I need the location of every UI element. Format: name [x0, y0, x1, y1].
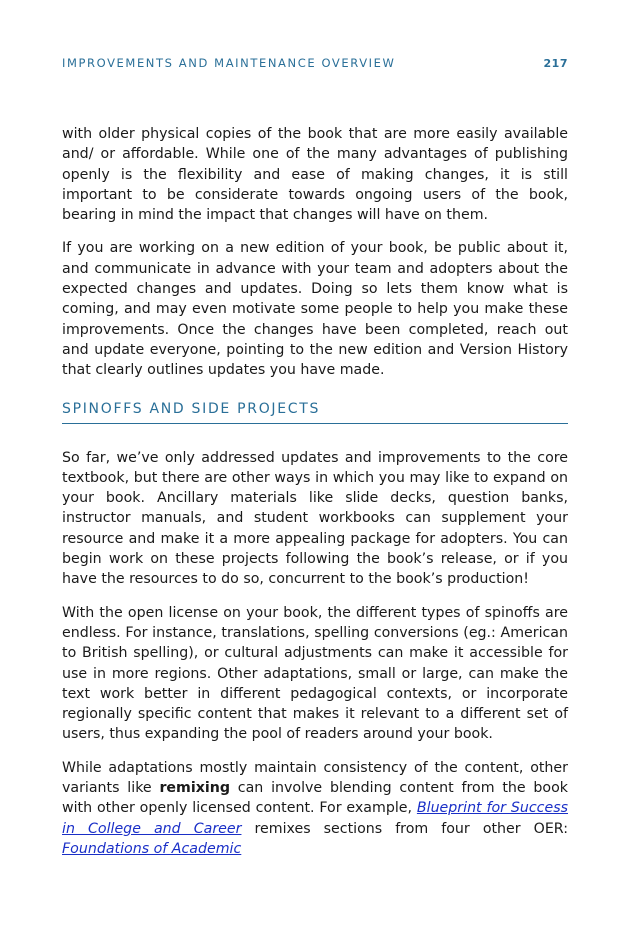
section-heading: SPINOFFS AND SIDE PROJECTS [62, 401, 568, 424]
remix-text-1: While adaptations mostly maintain consistency of the content, other variants like [62, 759, 568, 797]
paragraph-remixing [62, 758, 568, 859]
section-body [62, 448, 568, 860]
remix-text-3: remixes sections from four other OER: [241, 820, 568, 837]
paragraph-new-edition: If you are working on a new edition of your book, be public about it, and communicate in advance with your team and adopters about the expected changes and updates. Doing so lets them know what is coming, and may even motivate some people to help you make these improvements. Once the changes have been completed, reach out and update everyone, pointing to the new edition and Version History that clearly outlines updates you have made. [62, 240, 568, 379]
paragraph-spinoffs: With the open license on your book, the different types of spinoffs are endless. For instance, translations, spelling conversions (eg.: American to British spelling), or cultural adjustments can make it accessible for use in more regions. Other adaptations, small or large, can make the text work better in different pedagogical contexts, or incorporate regionally specific content that makes it relevant to a different set of users, thus expanding the pool of readers around your book. [62, 604, 568, 743]
page-content [62, 124, 568, 872]
link-foundations-of-academic[interactable]: Foundations of Academic [62, 840, 242, 857]
paragraph-ancillary: So far, we’ve only addressed updates and improvements to the core textbook, but there are other ways in which you may like to expand on your book. Ancillary materials like slide decks, question banks, instructor manuals, and student workbooks can supplement your resource and make it a more appealing package for adopters. You can begin work on these projects following the book’s release, or if you have the resources to do so, concurrent to the book’s production! [62, 449, 568, 588]
paragraph-continued: with older physical copies of the book that are more easily available and/ or affordable. While one of the many advantages of publishing openly is the flexibility and ease of making changes, it is still important to be considerate towards ongoing users of the book, bearing in mind the impact that changes will have on them. [62, 126, 568, 224]
running-title: IMPROVEMENTS AND MAINTENANCE OVERVIEW [62, 56, 396, 70]
remix-text-2: can involve blending content from the book with other openly licensed content. For example, [62, 780, 568, 817]
page-number: 217 [543, 57, 568, 70]
remixing-term: remixing [159, 780, 230, 797]
running-header [62, 56, 568, 70]
link-blueprint-for-success[interactable]: Blueprint for Success in College and Career [62, 800, 568, 837]
